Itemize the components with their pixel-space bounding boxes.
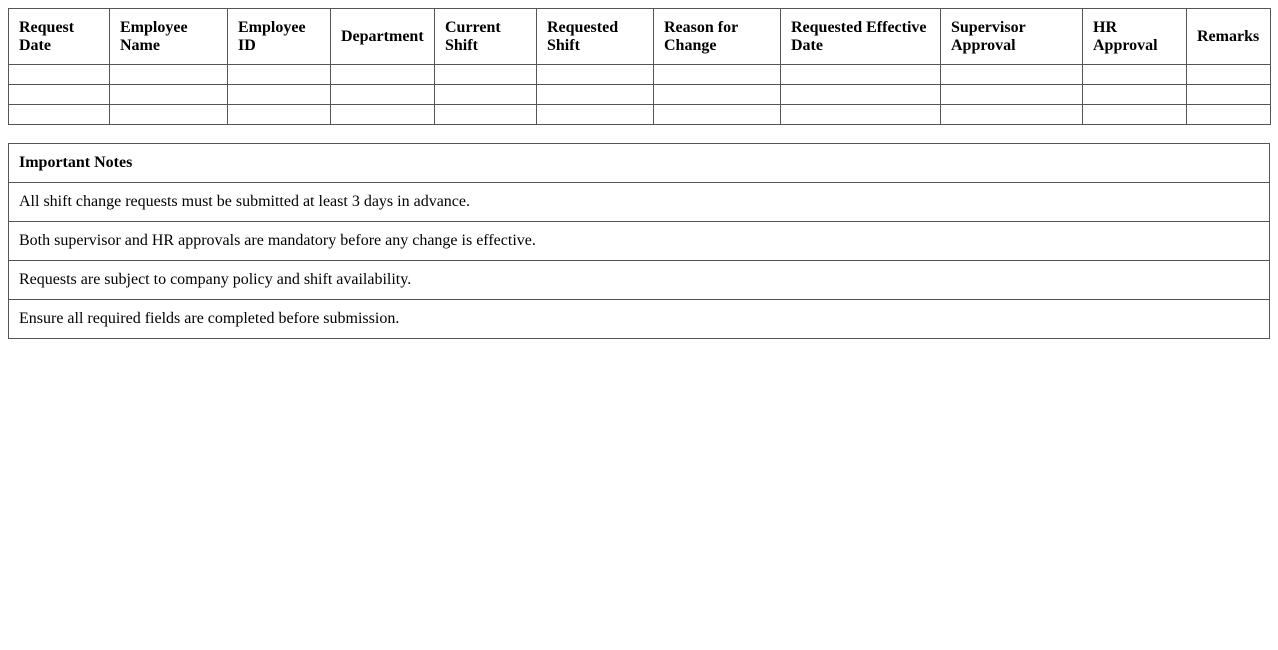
- cell-request-date[interactable]: [9, 105, 110, 125]
- cell-department[interactable]: [331, 105, 435, 125]
- cell-requested-effective-date[interactable]: [781, 85, 941, 105]
- note-row: [9, 300, 1270, 339]
- note-row: [9, 261, 1270, 300]
- cell-reason-for-change[interactable]: [654, 65, 781, 85]
- cell-department[interactable]: [331, 85, 435, 105]
- header-requested-shift: Requested Shift: [537, 9, 654, 65]
- note-approvals-mandatory: Both supervisor and HR approvals are mandatory before any change is effective.: [9, 222, 1270, 261]
- note-required-fields: Ensure all required fields are completed before submission.: [9, 300, 1270, 339]
- cell-reason-for-change[interactable]: [654, 85, 781, 105]
- cell-current-shift[interactable]: [435, 105, 537, 125]
- table-header-row: [9, 9, 1271, 65]
- cell-employee-id[interactable]: [228, 85, 331, 105]
- cell-requested-shift[interactable]: [537, 85, 654, 105]
- cell-supervisor-approval[interactable]: [941, 65, 1083, 85]
- cell-supervisor-approval[interactable]: [941, 85, 1083, 105]
- notes-title: Important Notes: [9, 144, 1270, 183]
- cell-employee-id[interactable]: [228, 65, 331, 85]
- note-row: [9, 222, 1270, 261]
- cell-hr-approval[interactable]: [1083, 85, 1187, 105]
- header-employee-id: Employee ID: [228, 9, 331, 65]
- cell-requested-effective-date[interactable]: [781, 105, 941, 125]
- cell-requested-shift[interactable]: [537, 105, 654, 125]
- header-current-shift: Current Shift: [435, 9, 537, 65]
- header-hr-approval: HR Approval: [1083, 9, 1187, 65]
- cell-department[interactable]: [331, 65, 435, 85]
- cell-employee-name[interactable]: [110, 65, 228, 85]
- note-row: [9, 183, 1270, 222]
- cell-hr-approval[interactable]: [1083, 65, 1187, 85]
- cell-supervisor-approval[interactable]: [941, 105, 1083, 125]
- cell-remarks[interactable]: [1187, 85, 1271, 105]
- important-notes-table: [8, 143, 1270, 339]
- cell-employee-id[interactable]: [228, 105, 331, 125]
- header-employee-name: Employee Name: [110, 9, 228, 65]
- note-policy-availability: Requests are subject to company policy and shift availability.: [9, 261, 1270, 300]
- cell-reason-for-change[interactable]: [654, 105, 781, 125]
- header-requested-effective-date: Requested Effective Date: [781, 9, 941, 65]
- header-reason-for-change: Reason for Change: [654, 9, 781, 65]
- cell-remarks[interactable]: [1187, 105, 1271, 125]
- header-request-date: Request Date: [9, 9, 110, 65]
- cell-requested-effective-date[interactable]: [781, 65, 941, 85]
- cell-employee-name[interactable]: [110, 105, 228, 125]
- notes-title-row: [9, 144, 1270, 183]
- note-advance-submission: All shift change requests must be submitted at least 3 days in advance.: [9, 183, 1270, 222]
- cell-hr-approval[interactable]: [1083, 105, 1187, 125]
- header-remarks: Remarks: [1187, 9, 1271, 65]
- shift-request-table: [8, 8, 1271, 125]
- cell-current-shift[interactable]: [435, 65, 537, 85]
- cell-current-shift[interactable]: [435, 85, 537, 105]
- header-supervisor-approval: Supervisor Approval: [941, 9, 1083, 65]
- cell-requested-shift[interactable]: [537, 65, 654, 85]
- cell-request-date[interactable]: [9, 85, 110, 105]
- cell-employee-name[interactable]: [110, 85, 228, 105]
- table-row: [9, 105, 1271, 125]
- cell-remarks[interactable]: [1187, 65, 1271, 85]
- table-row: [9, 65, 1271, 85]
- header-department: Department: [331, 9, 435, 65]
- table-row: [9, 85, 1271, 105]
- shift-change-form: [8, 8, 1270, 339]
- cell-request-date[interactable]: [9, 65, 110, 85]
